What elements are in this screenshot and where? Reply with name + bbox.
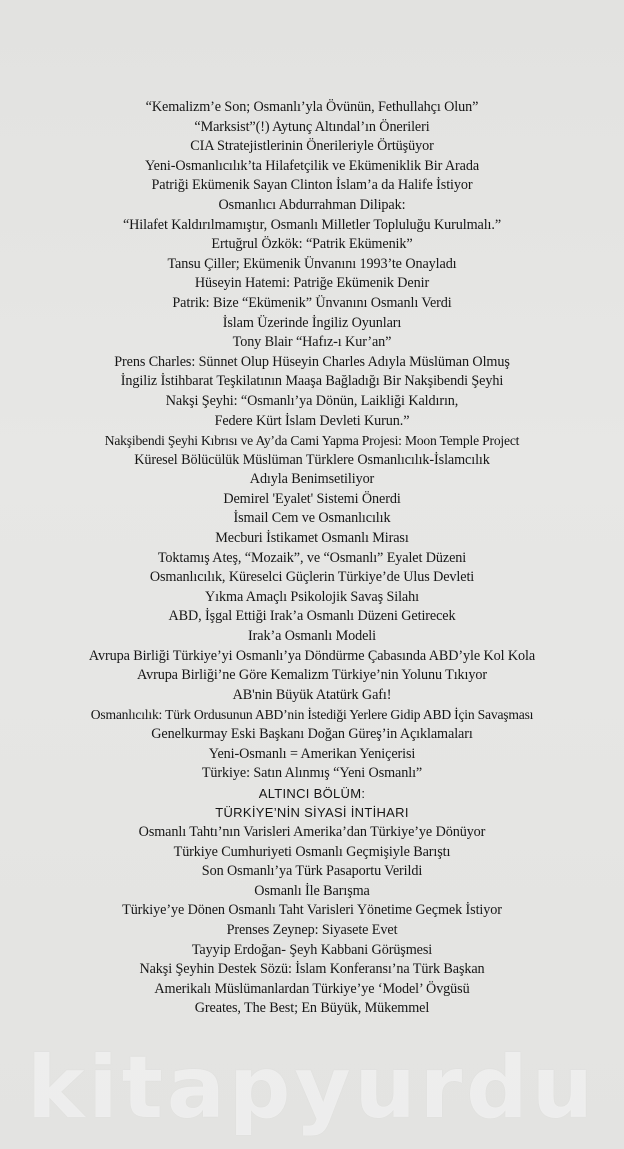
toc-line: Türkiye: Satın Alınmış “Yeni Osmanlı” <box>201 765 423 782</box>
toc-line: Patrik: Bize “Ekümenik” Ünvanını Osmanlı Verdi <box>172 294 452 311</box>
toc-line: Amerikalı Müslümanlardan Türkiye’ye ‘Model’ Övgüsü <box>154 980 470 997</box>
toc-line: Nakşibendi Şeyhi Kıbrısı ve Ay’da Cami Yapma Projesi: Moon Temple Project <box>104 433 520 449</box>
toc-line: Küresel Bölücülük Müslüman Türklere Osmanlıcılık-İslamcılık <box>134 451 490 468</box>
toc-line: İsmail Cem ve Osmanlıcılık <box>233 510 391 527</box>
toc-line: AB'nin Büyük Atatürk Gafı! <box>232 686 392 703</box>
toc-line: Son Osmanlı’ya Türk Pasaportu Verildi <box>201 863 423 880</box>
toc-line: “Kemalizm’e Son; Osmanlı’yla Övünün, Fethullahçı Olun” <box>145 99 479 115</box>
toc-line: Avrupa Birliği’ne Göre Kemalizm Türkiye’nin Yolunu Tıkıyor <box>136 667 487 684</box>
toc-line: Nakşi Şeyhi: “Osmanlı’ya Dönün, Laikliği Kaldırın, <box>165 392 459 409</box>
toc-line: Osmanlıcılık: Türk Ordusunun ABD’nin İstediği Yerlere Gidip ABD İçin Savaşması <box>90 707 534 723</box>
toc-line: Mecburi İstikamet Osmanlı Mirası <box>215 530 409 547</box>
chapter-heading: TÜRKİYE’NİN SİYASİ İNTİHARI <box>215 805 409 821</box>
toc-line: Patriği Ekümenik Sayan Clinton İslam’a da Halife İstiyor <box>151 177 473 194</box>
toc-line: Irak’a Osmanlı Modeli <box>248 628 376 645</box>
toc-line: Türkiye Cumhuriyeti Osmanlı Geçmişiyle Barıştı <box>173 843 451 860</box>
table-of-contents <box>20 98 604 1019</box>
toc-line: “Marksist”(!) Aytunç Altındal’ın Önerileri <box>194 118 430 135</box>
toc-line: Prenses Zeynep: Siyasete Evet <box>226 921 398 938</box>
toc-line: Tansu Çiller; Ekümenik Ünvanını 1993’te Onayladı <box>167 255 457 272</box>
toc-line: Yeni-Osmanlı = Amerikan Yeniçerisi <box>208 745 416 762</box>
toc-line: Osmanlıcılık, Küreselci Güçlerin Türkiye’de Ulus Devleti <box>149 569 475 586</box>
watermark: kitapyurdu <box>27 1038 597 1138</box>
toc-line: Nakşi Şeyhin Destek Sözü: İslam Konferansı’na Türk Başkan <box>139 961 485 978</box>
toc-line: Osmanlıcı Abdurrahman Dilipak: <box>218 196 406 213</box>
toc-line: Osmanlı İle Barışma <box>254 882 370 899</box>
toc-line: Greates, The Best; En Büyük, Mükemmel <box>194 1000 430 1017</box>
toc-line: ABD, İşgal Ettiği Irak’a Osmanlı Düzeni Getirecek <box>168 608 456 625</box>
toc-line: Ertuğrul Özkök: “Patrik Ekümenik” <box>211 236 413 253</box>
toc-line: Hüseyin Hatemi: Patriğe Ekümenik Denir <box>194 275 430 292</box>
toc-line: Prens Charles: Sünnet Olup Hüseyin Charles Adıyla Müslüman Olmuş <box>114 353 510 370</box>
toc-line: Toktamış Ateş, “Mozaik”, ve “Osmanlı” Eyalet Düzeni <box>157 549 467 566</box>
toc-line: Genelkurmay Eski Başkanı Doğan Güreş’in Açıklamaları <box>151 726 473 742</box>
toc-line: İslam Üzerinde İngiliz Oyunları <box>222 314 402 331</box>
toc-line: İngiliz İstihbarat Teşkilatının Maaşa Bağladığı Bir Nakşibendi Şeyhi <box>120 373 504 390</box>
toc-line: Yıkma Amaçlı Psikolojik Savaş Silahı <box>205 588 419 605</box>
toc-line: Demirel 'Eyalet' Sistemi Önerdi <box>223 490 401 507</box>
toc-line: “Hilafet Kaldırılmamıştır, Osmanlı Milletler Topluluğu Kurulmalı.” <box>122 216 502 233</box>
toc-line: Türkiye’ye Dönen Osmanlı Taht Varisleri Yönetime Geçmek İstiyor <box>122 902 502 919</box>
toc-line: Tony Blair “Hafız-ı Kur’an” <box>232 334 392 351</box>
toc-line: Federe Kürt İslam Devleti Kurun.” <box>214 412 410 429</box>
toc-line: CIA Stratejistlerinin Önerileriyle Örtüşüyor <box>190 138 434 155</box>
toc-line: Yeni-Osmanlıcılık’ta Hilafetçilik ve Ekümeniklik Bir Arada <box>144 157 480 174</box>
chapter-heading: ALTINCI BÖLÜM: <box>258 785 366 801</box>
toc-line: Adıyla Benimsetiliyor <box>249 471 375 488</box>
toc-line: Tayyip Erdoğan- Şeyh Kabbani Görüşmesi <box>191 941 433 958</box>
toc-line: Avrupa Birliği Türkiye’yi Osmanlı’ya Döndürme Çabasında ABD’yle Kol Kola <box>88 647 536 664</box>
toc-line: Osmanlı Tahtı’nın Varisleri Amerika’dan Türkiye’ye Dönüyor <box>138 823 486 840</box>
